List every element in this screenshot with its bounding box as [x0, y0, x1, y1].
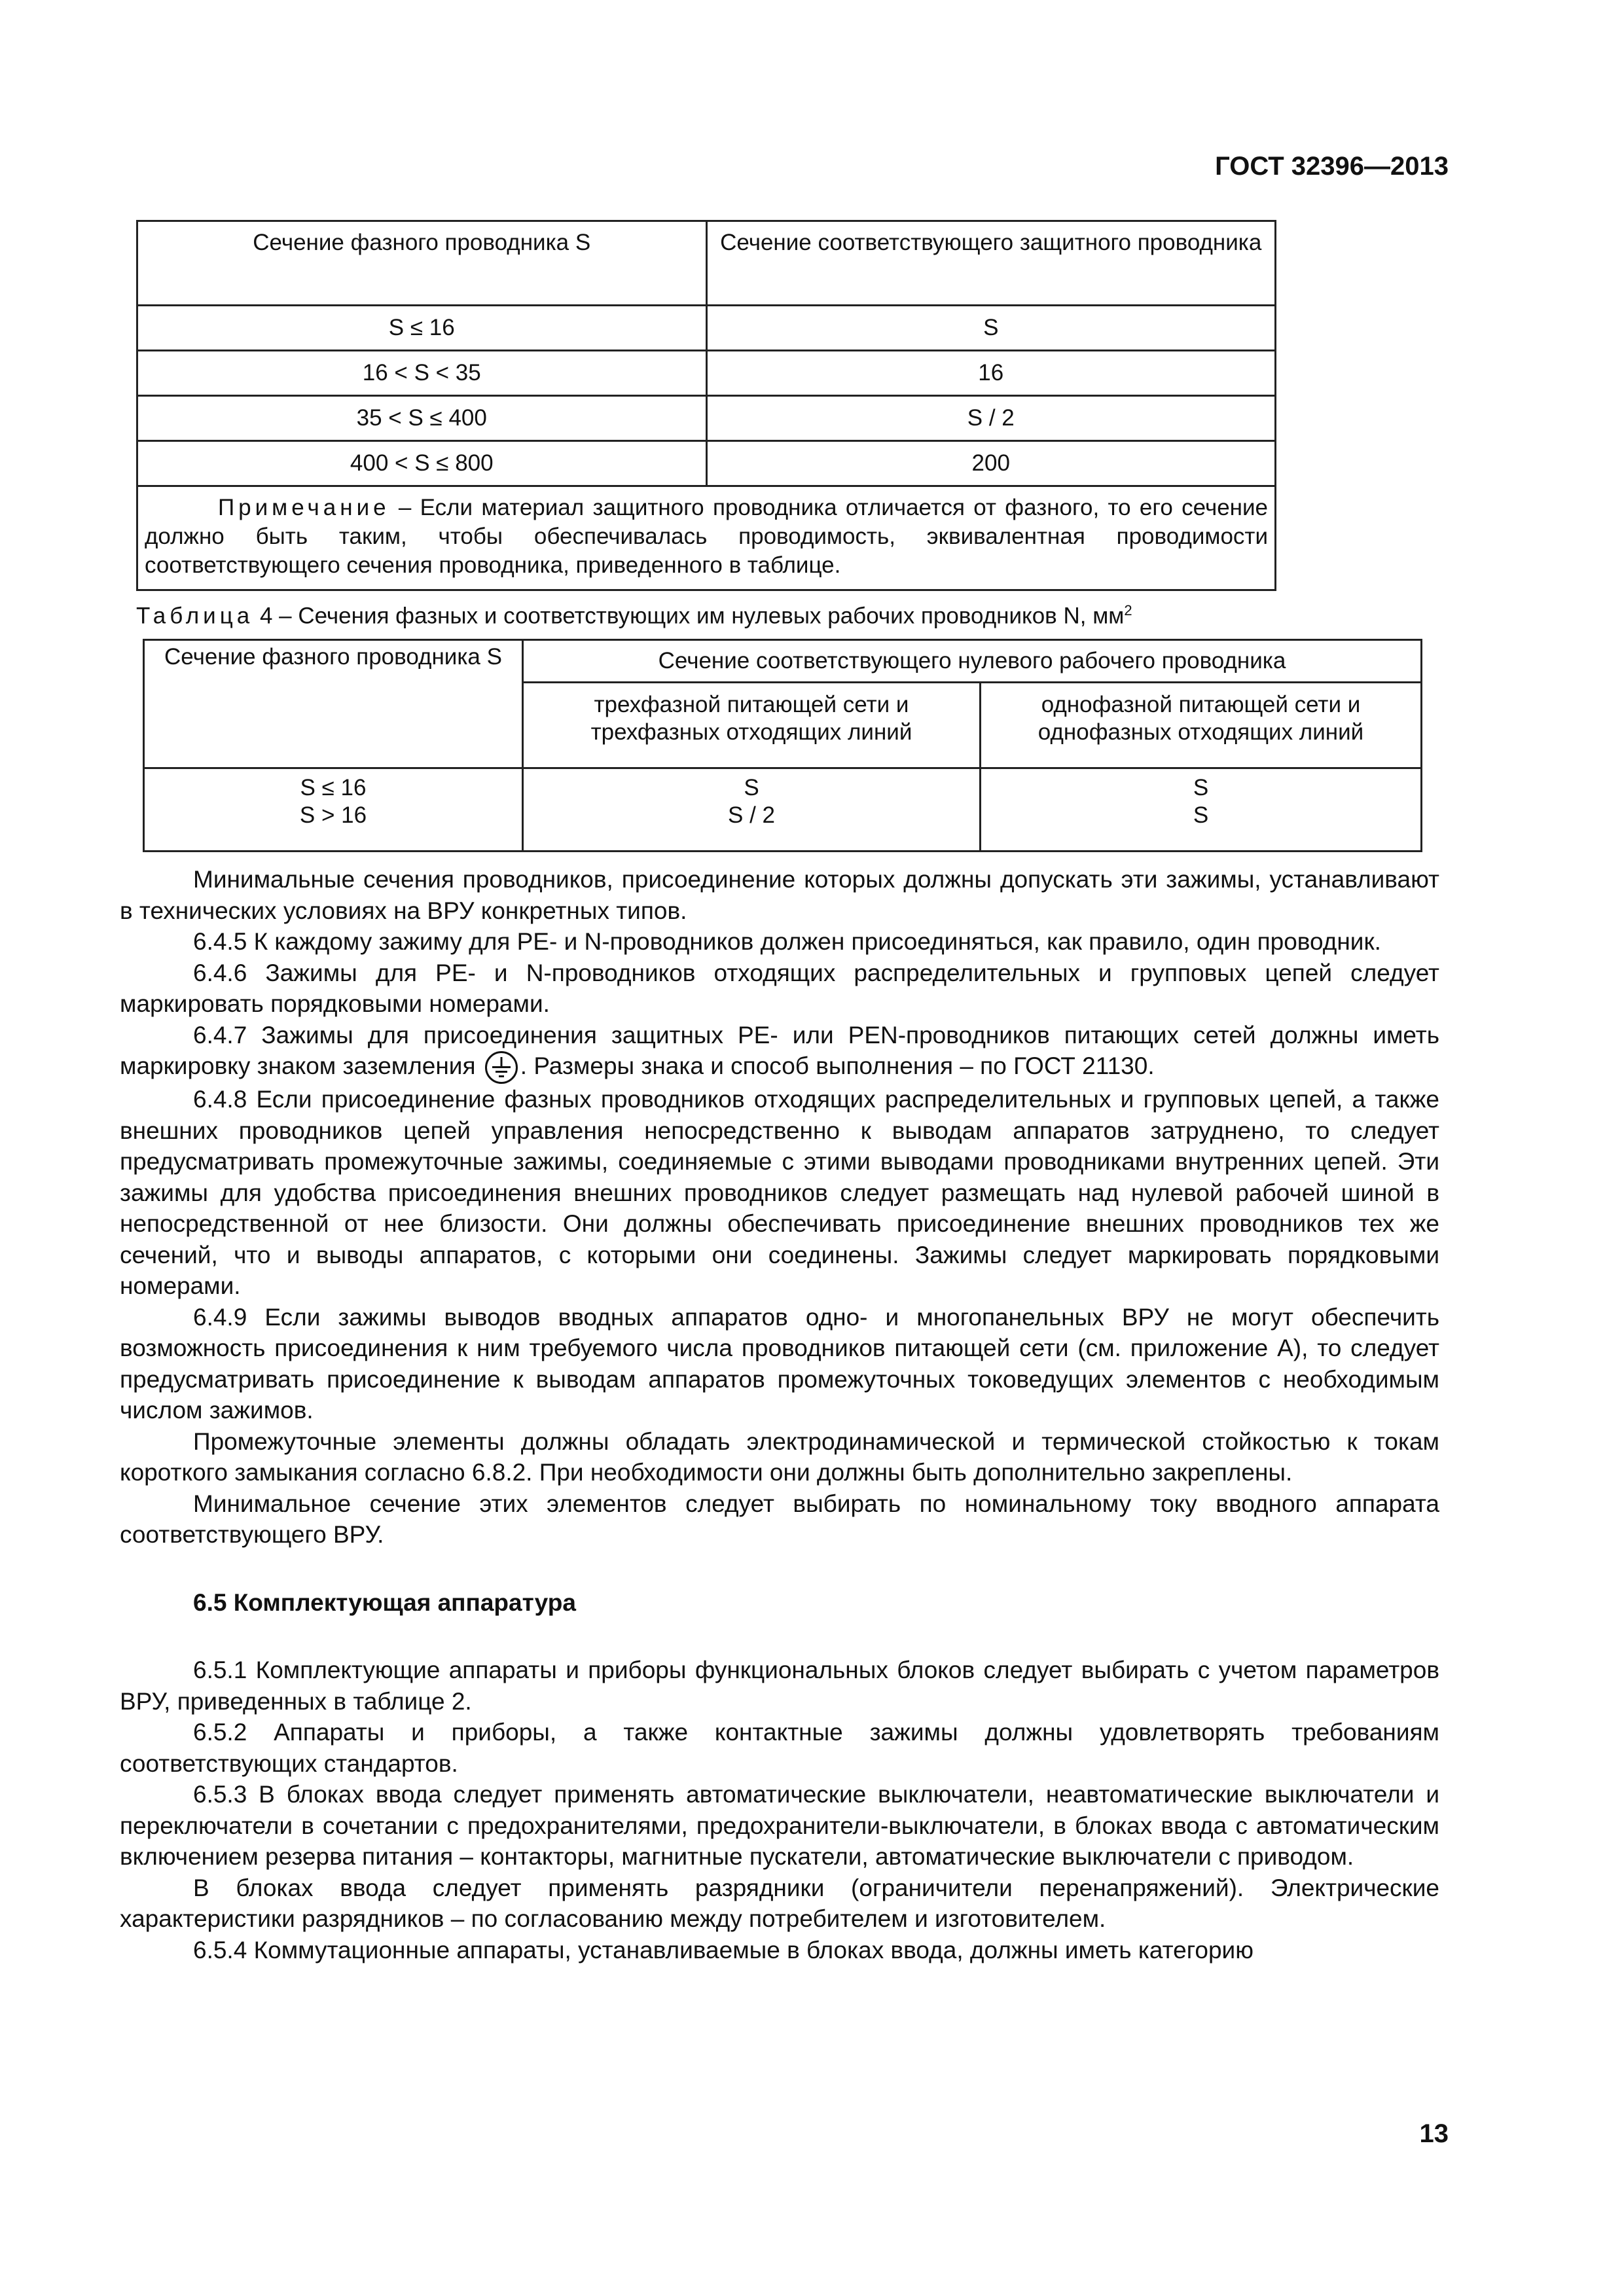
cell-value: S ≤ 16 [300, 775, 367, 800]
header-three-phase: трехфазной питающей сети и трехфазных отходящих линий [523, 683, 981, 768]
cell-phase: 35 < S ≤ 400 [137, 396, 707, 441]
cell-protective: S [706, 306, 1276, 351]
header-neutral-group: Сечение соответствующего нулевого рабочего проводника [523, 640, 1422, 683]
table-note-row [137, 486, 1276, 590]
cell-value: S [1193, 802, 1209, 828]
table-title-superscript: 2 [1124, 602, 1132, 619]
document-code: ГОСТ 32396—2013 [1215, 152, 1449, 181]
table-row [137, 351, 1276, 396]
table-row [144, 768, 1422, 852]
table-row [137, 396, 1276, 441]
paragraph-text: . Размеры знака и способ выполнения – по ГОСТ 21130. [520, 1052, 1155, 1079]
paragraph: 6.5.2 Аппараты и приборы, а также контактные зажимы должны удовлетворять требованиям соответствующих стандартов. [120, 1719, 1439, 1777]
cell-value: S > 16 [299, 802, 367, 828]
table-row [137, 441, 1276, 486]
cell-protective: S / 2 [706, 396, 1276, 441]
paragraph: Промежуточные элементы должны обладать электродинамической и термической стойкостью к токам короткого замыкания согласно 6.8.2. При необходимости они должны быть дополнительно закреплены. [120, 1427, 1439, 1486]
paragraph: 6.4.6 Зажимы для PE- и N-проводников отходящих распределительных и групповых цепей следует маркировать порядковыми номерами. [120, 959, 1439, 1017]
header-protective-section: Сечение соответствующего защитного проводника [706, 221, 1276, 306]
paragraph: Минимальные сечения проводников, присоединение которых должны допускать эти зажимы, устанавливают в технических условиях на ВРУ конкретных типов. [120, 866, 1439, 924]
paragraph: 6.4.9 Если зажимы выводов вводных аппаратов одно- и многопанельных ВРУ не могут обеспечить возможность присоединения к ним требуемого числа проводников питающей сети (см. приложение А), то следует предусматривать присоединение к выводам аппаратов промежуточных токоведущих элементов с необходимым числом зажимов. [120, 1303, 1439, 1424]
body-text [120, 864, 1439, 1965]
cell-three-phase [523, 768, 981, 852]
paragraph: 6.5.3 В блоках ввода следует применять автоматические выключатели, неавтоматические выключатели и переключатели в сочетании с предохранителями, предохранители-выключатели, в блоках ввода с автоматическим включением резерва питания – контакторы, магнитные пускатели, автоматические выключатели с приводом. [120, 1781, 1439, 1871]
table-4-title [136, 602, 1132, 630]
cell-phase [144, 768, 523, 852]
paragraph: Минимальное сечение этих элементов следует выбирать по номинальному току вводного аппарата соответствующего ВРУ. [120, 1490, 1439, 1549]
paragraph: В блоках ввода следует применять разрядники (ограничители перенапряжений). Электрические характеристики разрядников – по согласованию между потребителем и изготовителем. [120, 1874, 1439, 1933]
table-row [137, 306, 1276, 351]
cell-phase: S ≤ 16 [137, 306, 707, 351]
conductor-section-table [136, 220, 1276, 591]
table-header-row [137, 221, 1276, 306]
paragraph: 6.4.5 К каждому зажиму для PE- и N-проводников должен присоединяться, как правило, один проводник. [193, 928, 1381, 955]
cell-value: S [1193, 775, 1209, 800]
header-single-phase: однофазной питающей сети и однофазных отходящих линий [981, 683, 1422, 768]
table-note [137, 486, 1276, 590]
cell-phase: 400 < S ≤ 800 [137, 441, 707, 486]
ground-symbol-icon [485, 1051, 518, 1084]
table-title-text: 4 – Сечения фазных и соответствующих им нулевых рабочих проводников N, мм [253, 603, 1125, 629]
table-label: Таблица [136, 603, 254, 629]
paragraph: 6.5.1 Комплектующие аппараты и приборы функциональных блоков следует выбирать с учетом параметров ВРУ, приведенных в таблице 2. [120, 1657, 1439, 1715]
page-number: 13 [1419, 2119, 1449, 2148]
cell-protective: 200 [706, 441, 1276, 486]
paragraph [120, 1020, 1439, 1085]
cell-value: S / 2 [728, 802, 775, 828]
table-header-row [144, 640, 1422, 683]
cell-single-phase [981, 768, 1422, 852]
section-heading: 6.5 Комплектующая аппаратура [193, 1588, 576, 1616]
note-label: Примечание [218, 495, 390, 520]
paragraph: 6.5.4 Коммутационные аппараты, устанавливаемые в блоках ввода, должны иметь категорию [193, 1936, 1254, 1964]
header-phase-section: Сечение фазного проводника S [137, 221, 707, 306]
cell-phase: 16 < S < 35 [137, 351, 707, 396]
paragraph: 6.4.8 Если присоединение фазных проводников отходящих распределительных и групповых цепей, а также внешних проводников цепей управления непосредственно к выводам аппаратов затруднено, то следует предусматривать промежуточные зажимы, соединяемые с этими выводами проводниками внутренних цепей. Эти зажимы для удобства присоединения внешних проводников следует размещать над нулевой рабочей шиной в непосредственной от нее близости. Они должны обеспечивать присоединение внешних проводников тех же сечений, что и выводы аппаратов, с которыми они соединены. Зажимы следует маркировать порядковыми номерами. [120, 1086, 1439, 1300]
paragraph-text: 6.4.7 Зажимы для присоединения защитных PE- или PEN-проводников питающих сетей должны иметь маркировку знаком заземления [120, 1021, 1439, 1079]
header-phase-section: Сечение фазного проводника S [144, 640, 523, 768]
cell-value: S [744, 775, 759, 800]
neutral-conductor-table [143, 639, 1422, 852]
cell-protective: 16 [706, 351, 1276, 396]
note-text: – Если материал защитного проводника отличается от фазного, то его сечение должно быть таким, чтобы обеспечивалась проводимость, эквивалентная проводимости соответствующего сечения проводника, приведенного в таблице. [145, 495, 1268, 578]
